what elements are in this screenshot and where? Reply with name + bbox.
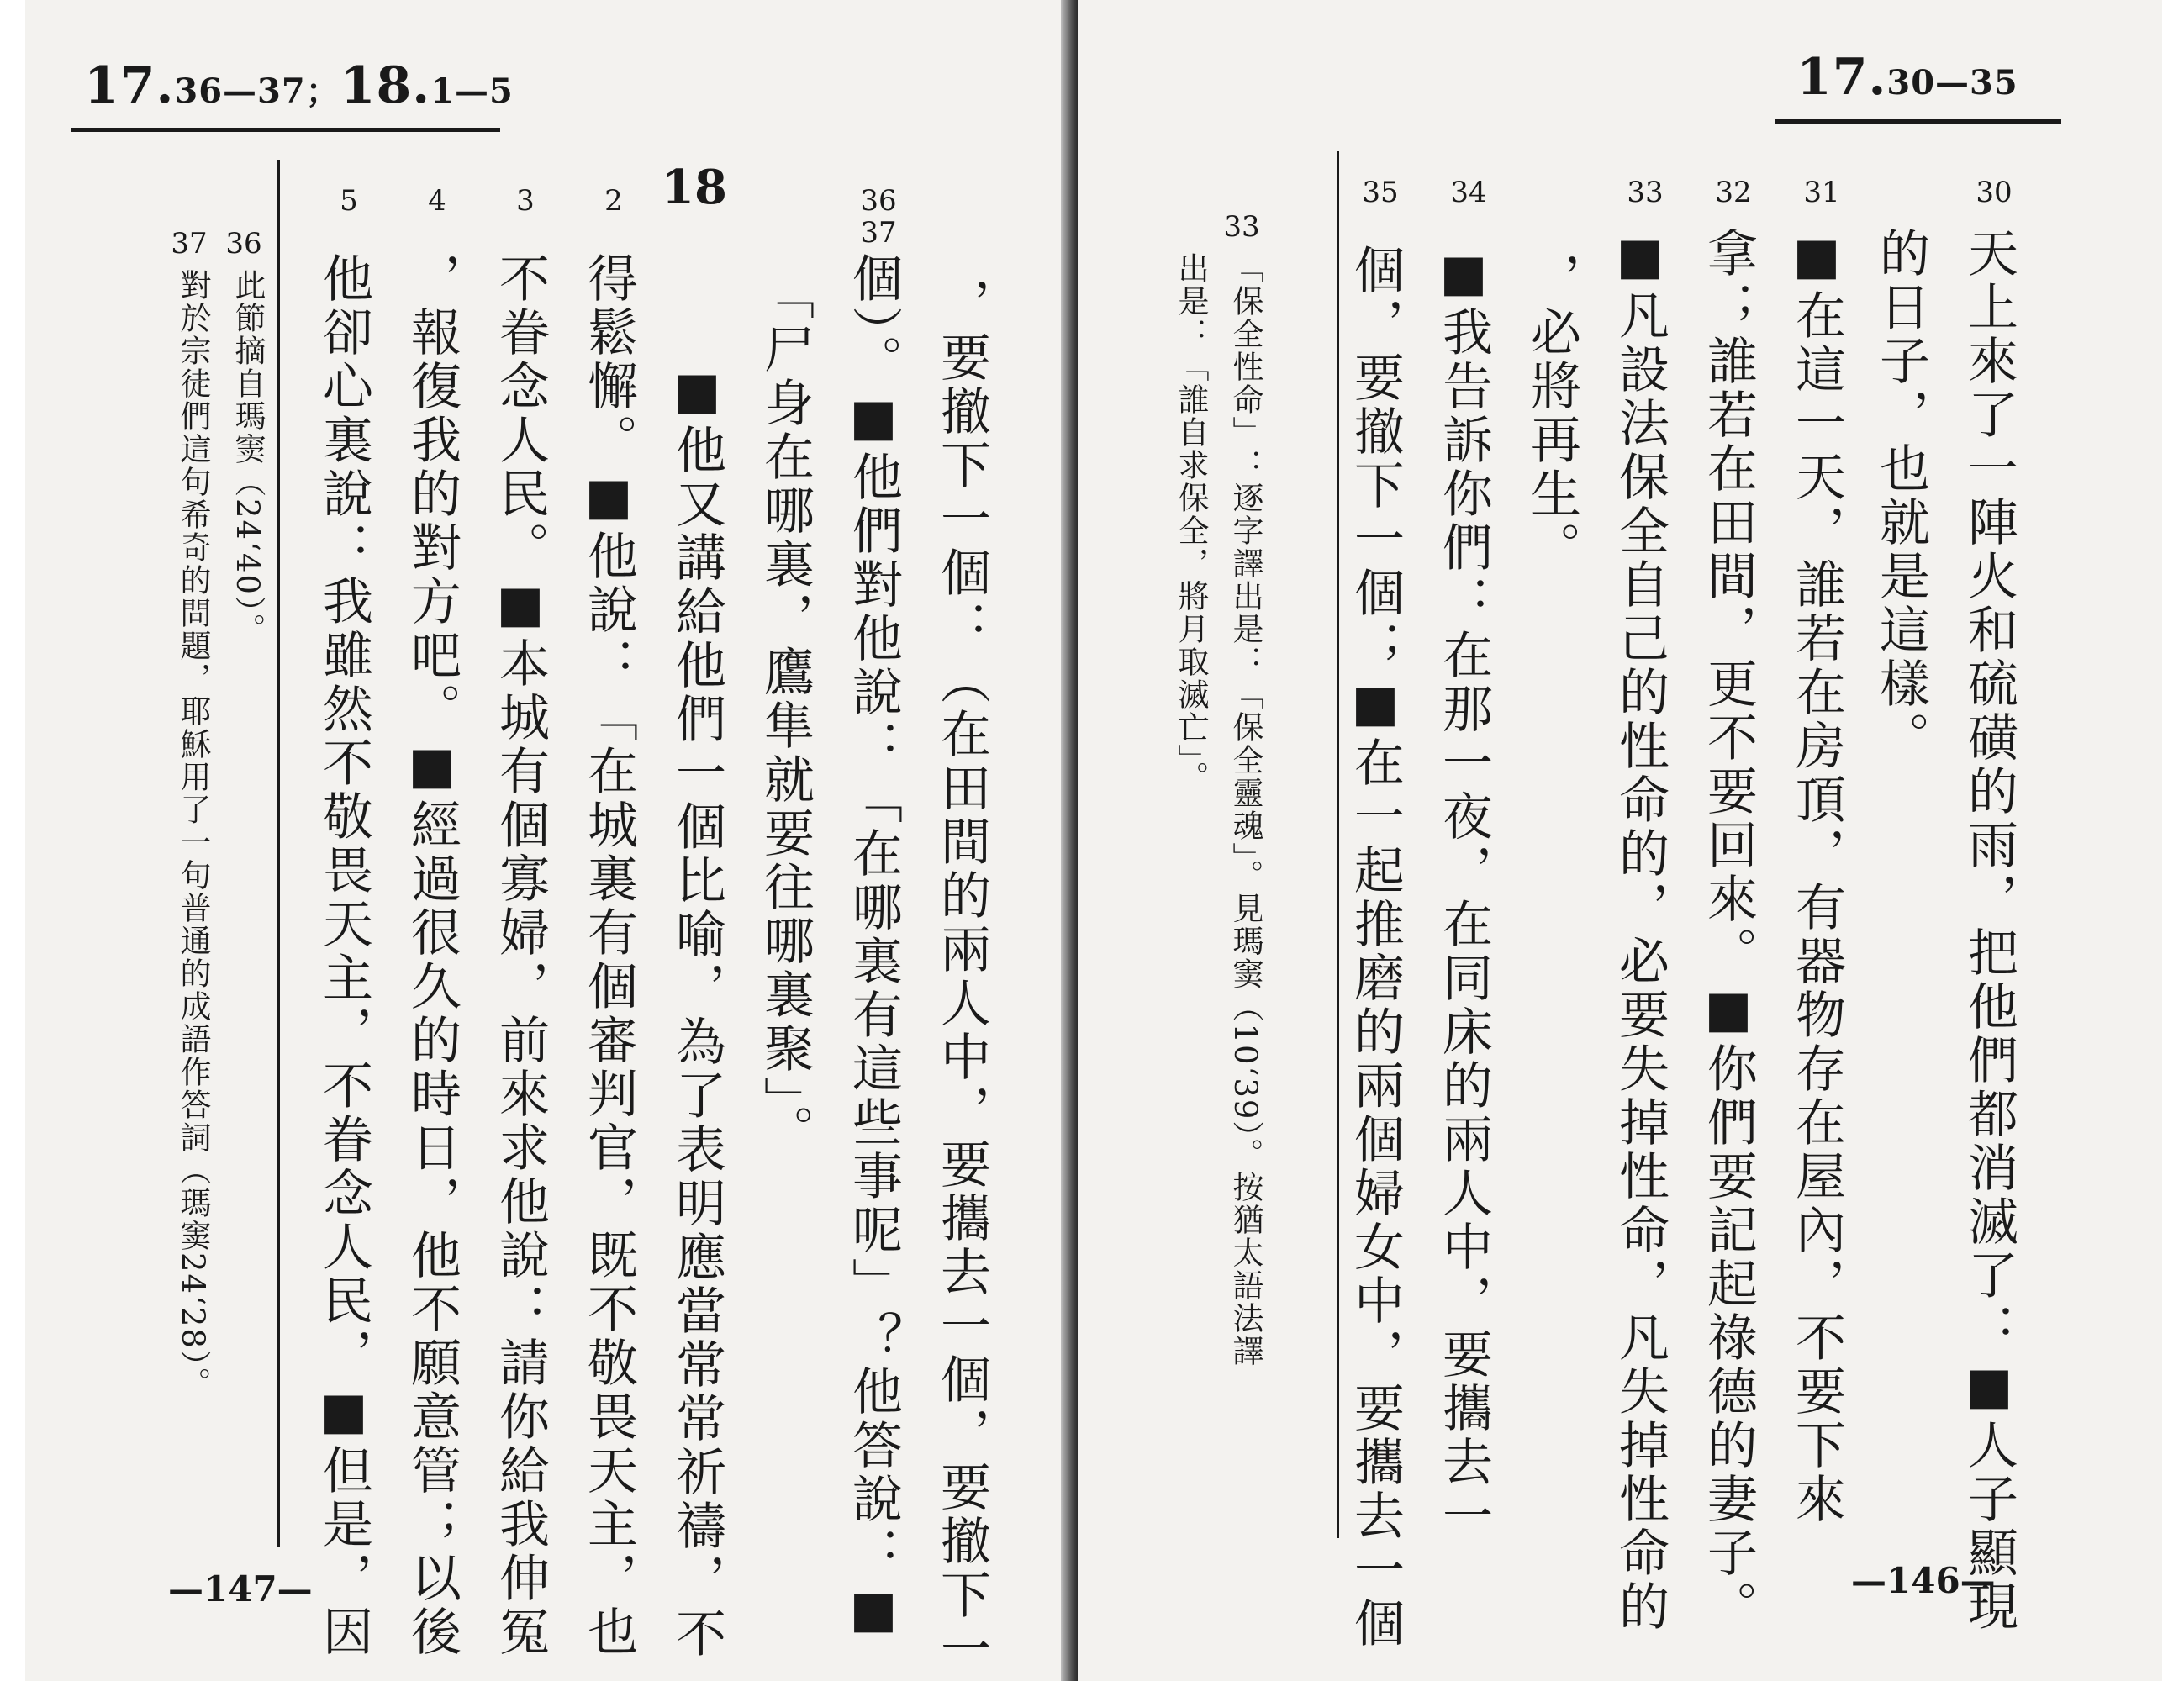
note-divider xyxy=(277,160,280,1547)
header-verses-30-35: 30—35 xyxy=(1886,63,2018,103)
verse-number: 35 xyxy=(1362,176,1399,209)
text-column: ，要撤下一個：（在田間的兩人中，要攜去一個，要撤下一 xyxy=(932,277,991,1676)
note-number: 36 xyxy=(225,227,262,261)
chapter-number: 18 xyxy=(662,160,727,215)
verse-number: 32 xyxy=(1715,176,1752,209)
header-rule xyxy=(71,128,500,132)
header-verses-36-37: 36—37； xyxy=(174,71,340,111)
text-column: ■凡設法保全自己的性命的，必要失掉性命，凡失掉性命的 xyxy=(1611,227,1670,1634)
page-number: —147— xyxy=(168,1568,313,1610)
note-number: 37 xyxy=(171,227,208,261)
text-column: 的日子，也就是這樣。 xyxy=(1871,227,1930,765)
running-header xyxy=(1796,48,2018,107)
text-column: 不眷念人民。■本城有個寡婦，前來求他說：請你給我伸冤 xyxy=(491,252,550,1659)
text-column: 個）。■他們對他說：「在哪裏有這些事呢」？他答說：■ xyxy=(844,252,903,1642)
verse-number: 4 xyxy=(428,184,446,218)
footnote: 「保全性命」：逐字譯出是：「保全靈魂」。見瑪窦（10‘39）。按猶太語法譯 xyxy=(1227,252,1263,1367)
header-chapter-17: 17. xyxy=(1796,48,1887,107)
header-chapter-17: 17. xyxy=(84,56,175,115)
note-divider xyxy=(1337,151,1339,1538)
text-column: ，必將再生。 xyxy=(1522,252,1581,575)
page-number: —146— xyxy=(1851,1560,1996,1601)
running-header xyxy=(84,56,514,115)
text-column: 他卻心裏說：我雖然不敬畏天主，不眷念人民，■但是，因 xyxy=(314,252,373,1659)
note-number: 33 xyxy=(1223,210,1260,244)
header-rule xyxy=(1775,119,2061,124)
verse-number: 34 xyxy=(1450,176,1487,209)
header-chapter-18: 18. xyxy=(340,56,431,115)
page-147 xyxy=(25,0,1072,1681)
footnote: 對於宗徒們這句希奇的問題，耶穌用了一句普通的成語作答詞（瑪窦24‘28）。 xyxy=(175,269,211,1400)
text-column: 個，要撤下一個；■在一起推磨的兩個婦女中，要攜去一個 xyxy=(1346,244,1405,1651)
footnote: 出是：「誰自求保全，將月取滅亡」。 xyxy=(1173,252,1209,794)
page-146 xyxy=(1078,0,2162,1681)
text-column: ■他又講給他們一個比喻，為了表明應當常常祈禱，不 xyxy=(667,361,726,1661)
header-verses-1-5: 1—5 xyxy=(430,71,514,111)
text-column: ■我告訴你們：在那一夜，在同床的兩人中，要攜去一 xyxy=(1434,244,1493,1543)
text-column: 得鬆懈。■他說：「在城裏有個審判官，既不敬畏天主，也 xyxy=(579,252,638,1659)
text-column: 天上來了一陣火和硫磺的雨，把他們都消滅了：■人子顯現 xyxy=(1960,227,2018,1634)
text-column: ■在這一天，誰若在房頂，有器物存在屋內，不要下來 xyxy=(1787,227,1846,1526)
verse-number: 31 xyxy=(1803,176,1840,209)
footnote: 此節摘自瑪窦（24‘40）。 xyxy=(229,269,266,646)
text-column: ，報復我的對方吧。■經過很久的時日，他不願意管；以後 xyxy=(403,252,462,1659)
verse-number: 30 xyxy=(1976,176,2013,209)
verse-number: 2 xyxy=(604,184,623,218)
text-column: 「尸身在哪裏，鷹隼就要往哪裏聚」。 xyxy=(756,269,815,1158)
verse-number: 33 xyxy=(1627,176,1664,209)
text-column: 拿；誰若在田間，更不要回來。■你們要記起祿德的妻子。 xyxy=(1699,227,1758,1634)
verse-number: 3 xyxy=(516,184,535,218)
verse-number: 36 37 xyxy=(860,184,897,250)
verse-number: 5 xyxy=(340,184,358,218)
